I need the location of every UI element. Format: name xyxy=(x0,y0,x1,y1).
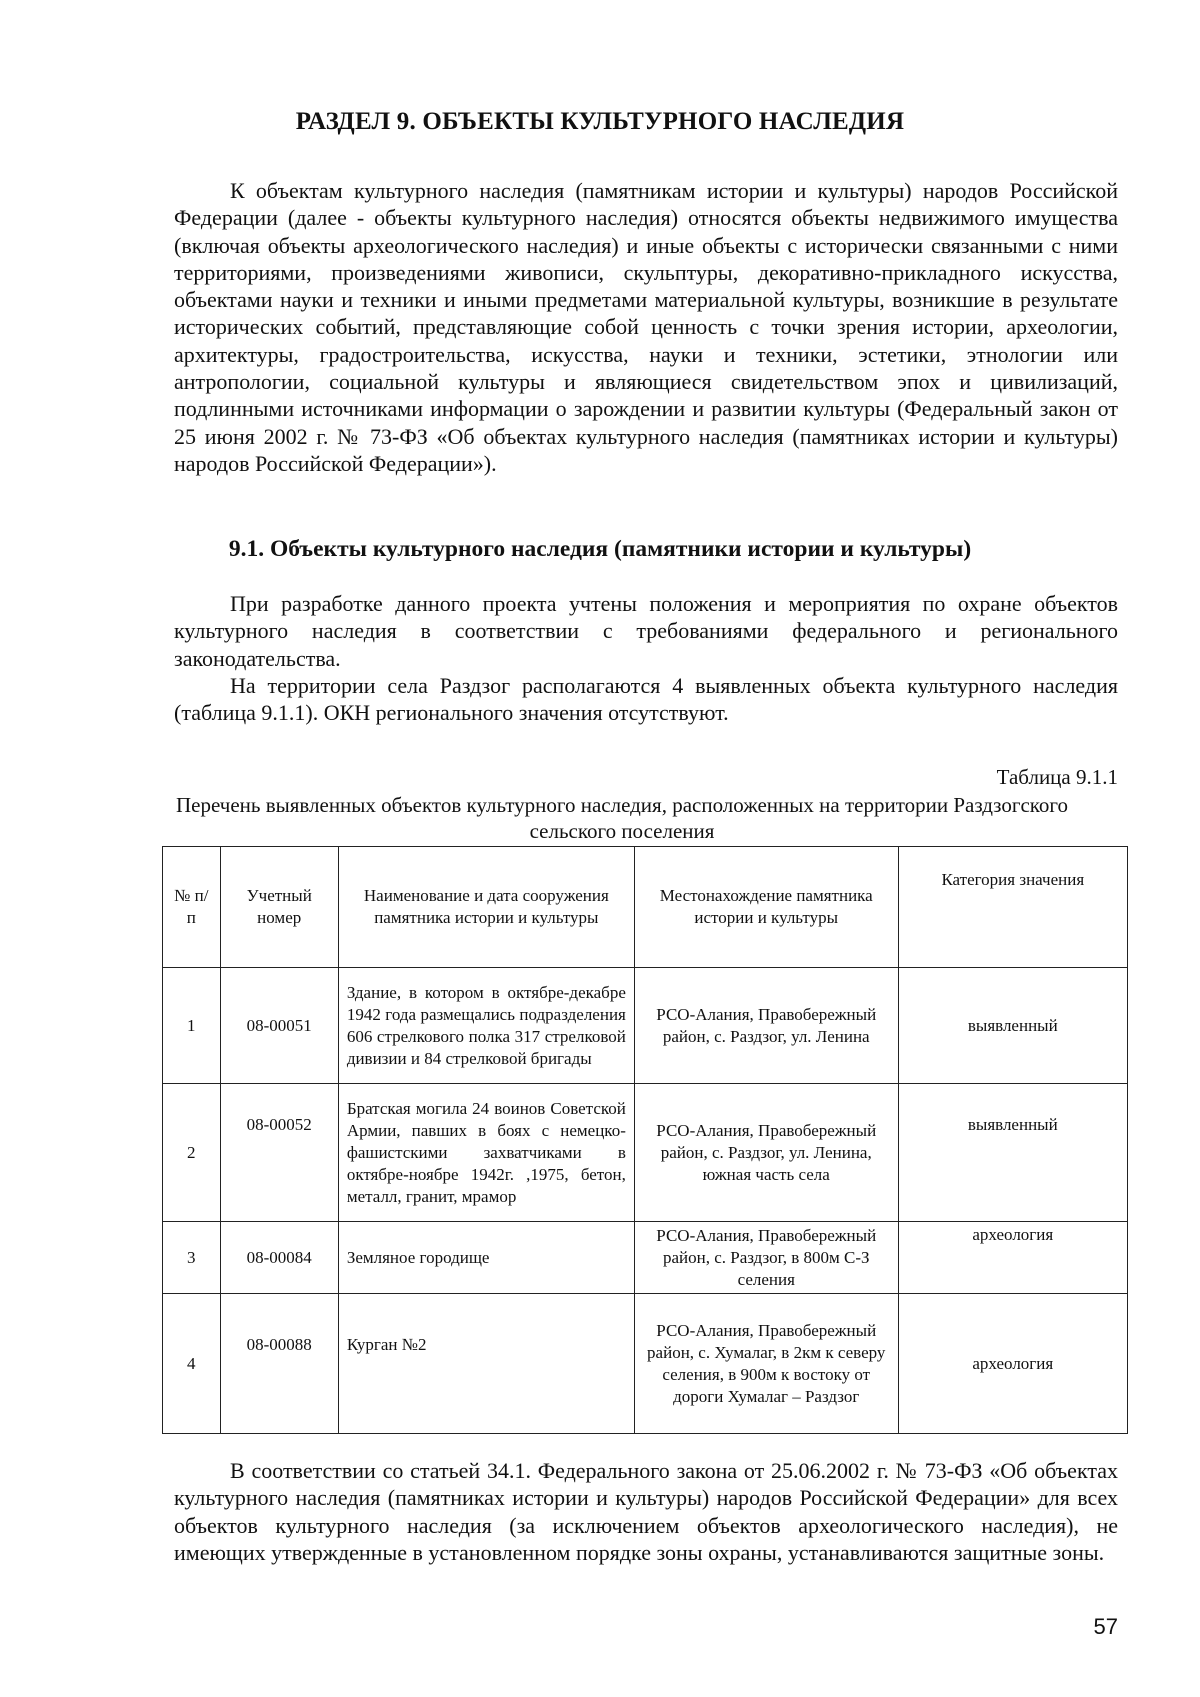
closing-paragraph: В соответствии со статьей 34.1. Федерального закона от 25.06.2002 г. № 73-ФЗ «Об объектах культурного наследия (памятниках истории и культуры) народов Российской Федерации» для всех объектов культурного наследия (за исключением объектов археологического наследия), не имеющих утвержденные в установленном порядке зоны охраны, устанавливаются защитные зоны. xyxy=(174,1458,1118,1565)
intro-paragraph: К объектам культурного наследия (памятникам истории и культуры) народов Российской Федерации (далее - объекты культурного наследия) относятся объекты недвижимого имущества (включая объекты археологического наследия) и иные объекты с исторически связанными с ними территориями, произведениями живописи, скульптуры, декоративно-прикладного искусства, объектами науки и техники и иными предметами материальной культуры, возникшие в результате исторических событий, представляющие собой ценность с точки зрения истории, археологии, архитектуры, градостроительства, искусства, науки и техники, эстетики, этнологии или антропологии, социальной культуры и являющиеся свидетельством эпох и цивилизаций, подлинными источниками информации о зарождении и развитии культуры (Федеральный закон от 25 июня 2002 г. № 73-ФЗ «Об объектах культурного наследия (памятниках истории и культуры) народов Российской Федерации»). xyxy=(174,178,1118,476)
row-name: Земляное городище xyxy=(338,1222,634,1294)
row-registration-number: 08-00052 xyxy=(220,1084,338,1222)
table-title: Перечень выявленных объектов культурного наследия, расположенных на территории Раздзогского сельского поселения xyxy=(175,793,1069,843)
header-location: Местонахождение памятника истории и культуры xyxy=(634,847,898,968)
subsection-title: 9.1. Объекты культурного наследия (памятники истории и культуры) xyxy=(228,536,972,562)
heritage-objects-table xyxy=(162,846,1128,1434)
page-number: 57 xyxy=(1093,1614,1118,1639)
row-category: археология xyxy=(898,1222,1127,1294)
paragraph-project-considerations: При разработке данного проекта учтены положения и мероприятия по охране объектов культурного наследия в соответствии с требованиями федерального и регионального законодательства. xyxy=(174,591,1118,671)
row-num: 3 xyxy=(163,1222,221,1294)
row-num: 4 xyxy=(163,1294,221,1434)
row-location: РСО-Алания, Правобережный район, с. Хумалаг, в 2км к северу селения, в 900м к востоку от дороги Хумалаг – Раздзог xyxy=(634,1294,898,1434)
header-registration-number: Учетный номер xyxy=(220,847,338,968)
row-category: выявленный xyxy=(898,968,1127,1084)
table-caption: Таблица 9.1.1 xyxy=(996,765,1118,789)
row-registration-number: 08-00051 xyxy=(220,968,338,1084)
row-name: Братская могила 24 воинов Советской Армии, павших в боях с немецко-фашистскими захватчиками в октябре-ноябре 1942г. ,1975, бетон, металл, гранит, мрамор xyxy=(338,1084,634,1222)
table-row xyxy=(163,968,1128,1084)
row-location: РСО-Алания, Правобережный район, с. Раздзог, ул. Ленина, южная часть села xyxy=(634,1084,898,1222)
row-category: археология xyxy=(898,1294,1127,1434)
row-category: выявленный xyxy=(898,1084,1127,1222)
row-num: 2 xyxy=(163,1084,221,1222)
table-header-row xyxy=(163,847,1128,968)
row-location: РСО-Алания, Правобережный район, с. Раздзог, в 800м С-З селения xyxy=(634,1222,898,1294)
row-registration-number: 08-00084 xyxy=(220,1222,338,1294)
header-category: Категория значения xyxy=(898,847,1127,968)
header-name: Наименование и дата сооружения памятника истории и культуры xyxy=(338,847,634,968)
row-name: Курган №2 xyxy=(338,1294,634,1434)
header-num: № п/п xyxy=(163,847,221,968)
table-row xyxy=(163,1084,1128,1222)
row-registration-number: 08-00088 xyxy=(220,1294,338,1434)
paragraph-objects-count: На территории села Раздзог располагаются 4 выявленных объекта культурного наследия (таблица 9.1.1). ОКН регионального значения отсутствуют. xyxy=(174,673,1118,726)
row-name: Здание, в котором в октябре-декабре 1942 года размещались подразделения 606 стрелкового полка 317 стрелковой дивизии и 84 стрелковой бригады xyxy=(338,968,634,1084)
row-location: РСО-Алания, Правобережный район, с. Раздзог, ул. Ленина xyxy=(634,968,898,1084)
row-num: 1 xyxy=(163,968,221,1084)
table-row xyxy=(163,1294,1128,1434)
table-row xyxy=(163,1222,1128,1294)
section-title: РАЗДЕЛ 9. ОБЪЕКТЫ КУЛЬТУРНОГО НАСЛЕДИЯ xyxy=(295,108,905,135)
